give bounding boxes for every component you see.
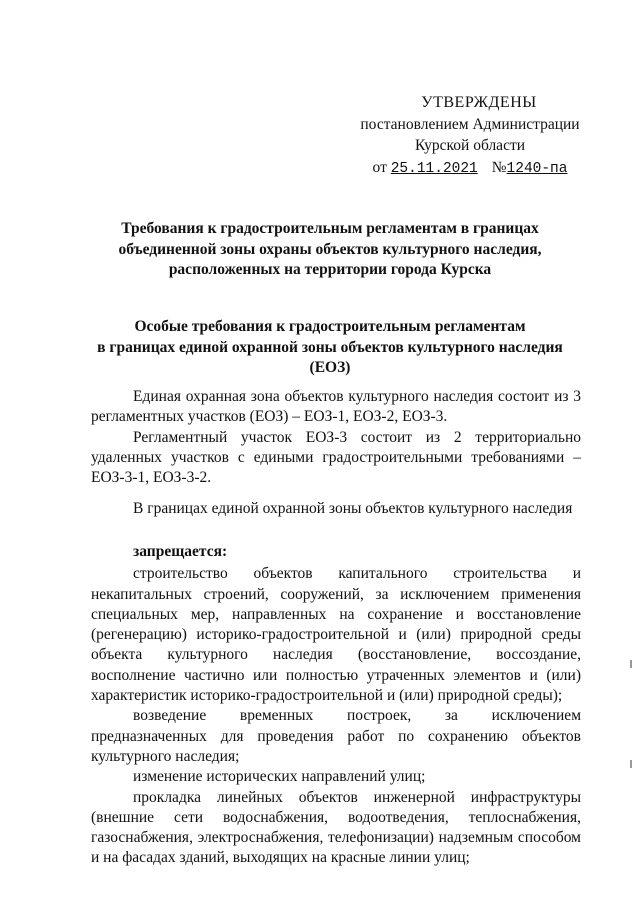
- subtitle-line-1: Особые требования к градостроительным регламентам: [134, 318, 526, 335]
- approval-stamp: [340, 92, 600, 180]
- prohibitions-list: [91, 542, 581, 869]
- paragraph-boundaries: В границах единой охранной зоны объектов культурного наследия: [133, 500, 573, 517]
- prohibition-item: возведение временных построек, за исключением предназначенных для проведения работ по сохранению объектов культурного наследия;: [91, 707, 581, 765]
- title-line-1: Требования к градостроительным регламентам в границах: [121, 220, 539, 237]
- intro-paragraphs: [91, 387, 581, 488]
- approval-region: Курской области: [414, 137, 526, 154]
- title-line-2: объединенной зоны охраны объектов культурного наследия,: [118, 240, 542, 258]
- prohibition-item: прокладка линейных объектов инженерной инфраструктуры (внешние сети водоснабжения, водоотведения, теплоснабжения, газоснабжения, электроснабжения, телефонизации) надземным способом и на фасадах зданий, выходящих на красные линии улиц;: [91, 788, 581, 867]
- document-title: [80, 219, 580, 281]
- number-prefix: №: [491, 158, 507, 176]
- prohibited-label: запрещается:: [133, 543, 228, 560]
- subtitle-line-2: в границах единой охранной зоны объектов культурного наследия: [97, 338, 563, 356]
- subtitle-line-3: (ЕОЗ): [309, 359, 351, 376]
- approval-date: 25.11.2021: [390, 160, 478, 177]
- date-prefix: от: [372, 158, 387, 176]
- approval-date-line: [340, 157, 600, 181]
- title-line-3: расположенных на территории города Курска: [168, 261, 492, 278]
- scan-edge-mark: [630, 760, 632, 768]
- zone-boundary-paragraph: [91, 499, 581, 519]
- scan-edge-mark: [630, 660, 632, 668]
- approval-authority: постановлением Администрации: [360, 115, 580, 133]
- prohibition-item: изменение исторических направлений улиц;: [133, 768, 426, 786]
- section-title: [80, 317, 580, 379]
- approval-number: 1240-па: [506, 160, 568, 177]
- paragraph-eoz3-composition: Регламентный участок ЕОЗ-3 состоит из 2 территориально удаленных участков с едиными градостроительными требованиями – ЕОЗ-3-1, ЕОЗ-3-2.: [91, 428, 581, 487]
- approval-heading: УТВЕРЖДЕНЫ: [421, 94, 537, 111]
- paragraph-zone-composition: Единая охранная зона объектов культурного наследия состоит из 3 регламентных участков (ЕОЗ) – ЕОЗ-1, ЕОЗ-2, ЕОЗ-3.: [91, 388, 581, 426]
- prohibition-item: строительство объектов капитального строительства и некапитальных строений, сооружений, за исключением применения специальных мер, направленных на сохранение и восстановление (регенерацию) историко-градостроительной и (или) природной среды объекта культурного наследия (восстановление, воссоздание, восполнение частично или полностью утраченных элементов и (или) характеристик историко-градостроительной и (или) природной среды);: [91, 565, 581, 705]
